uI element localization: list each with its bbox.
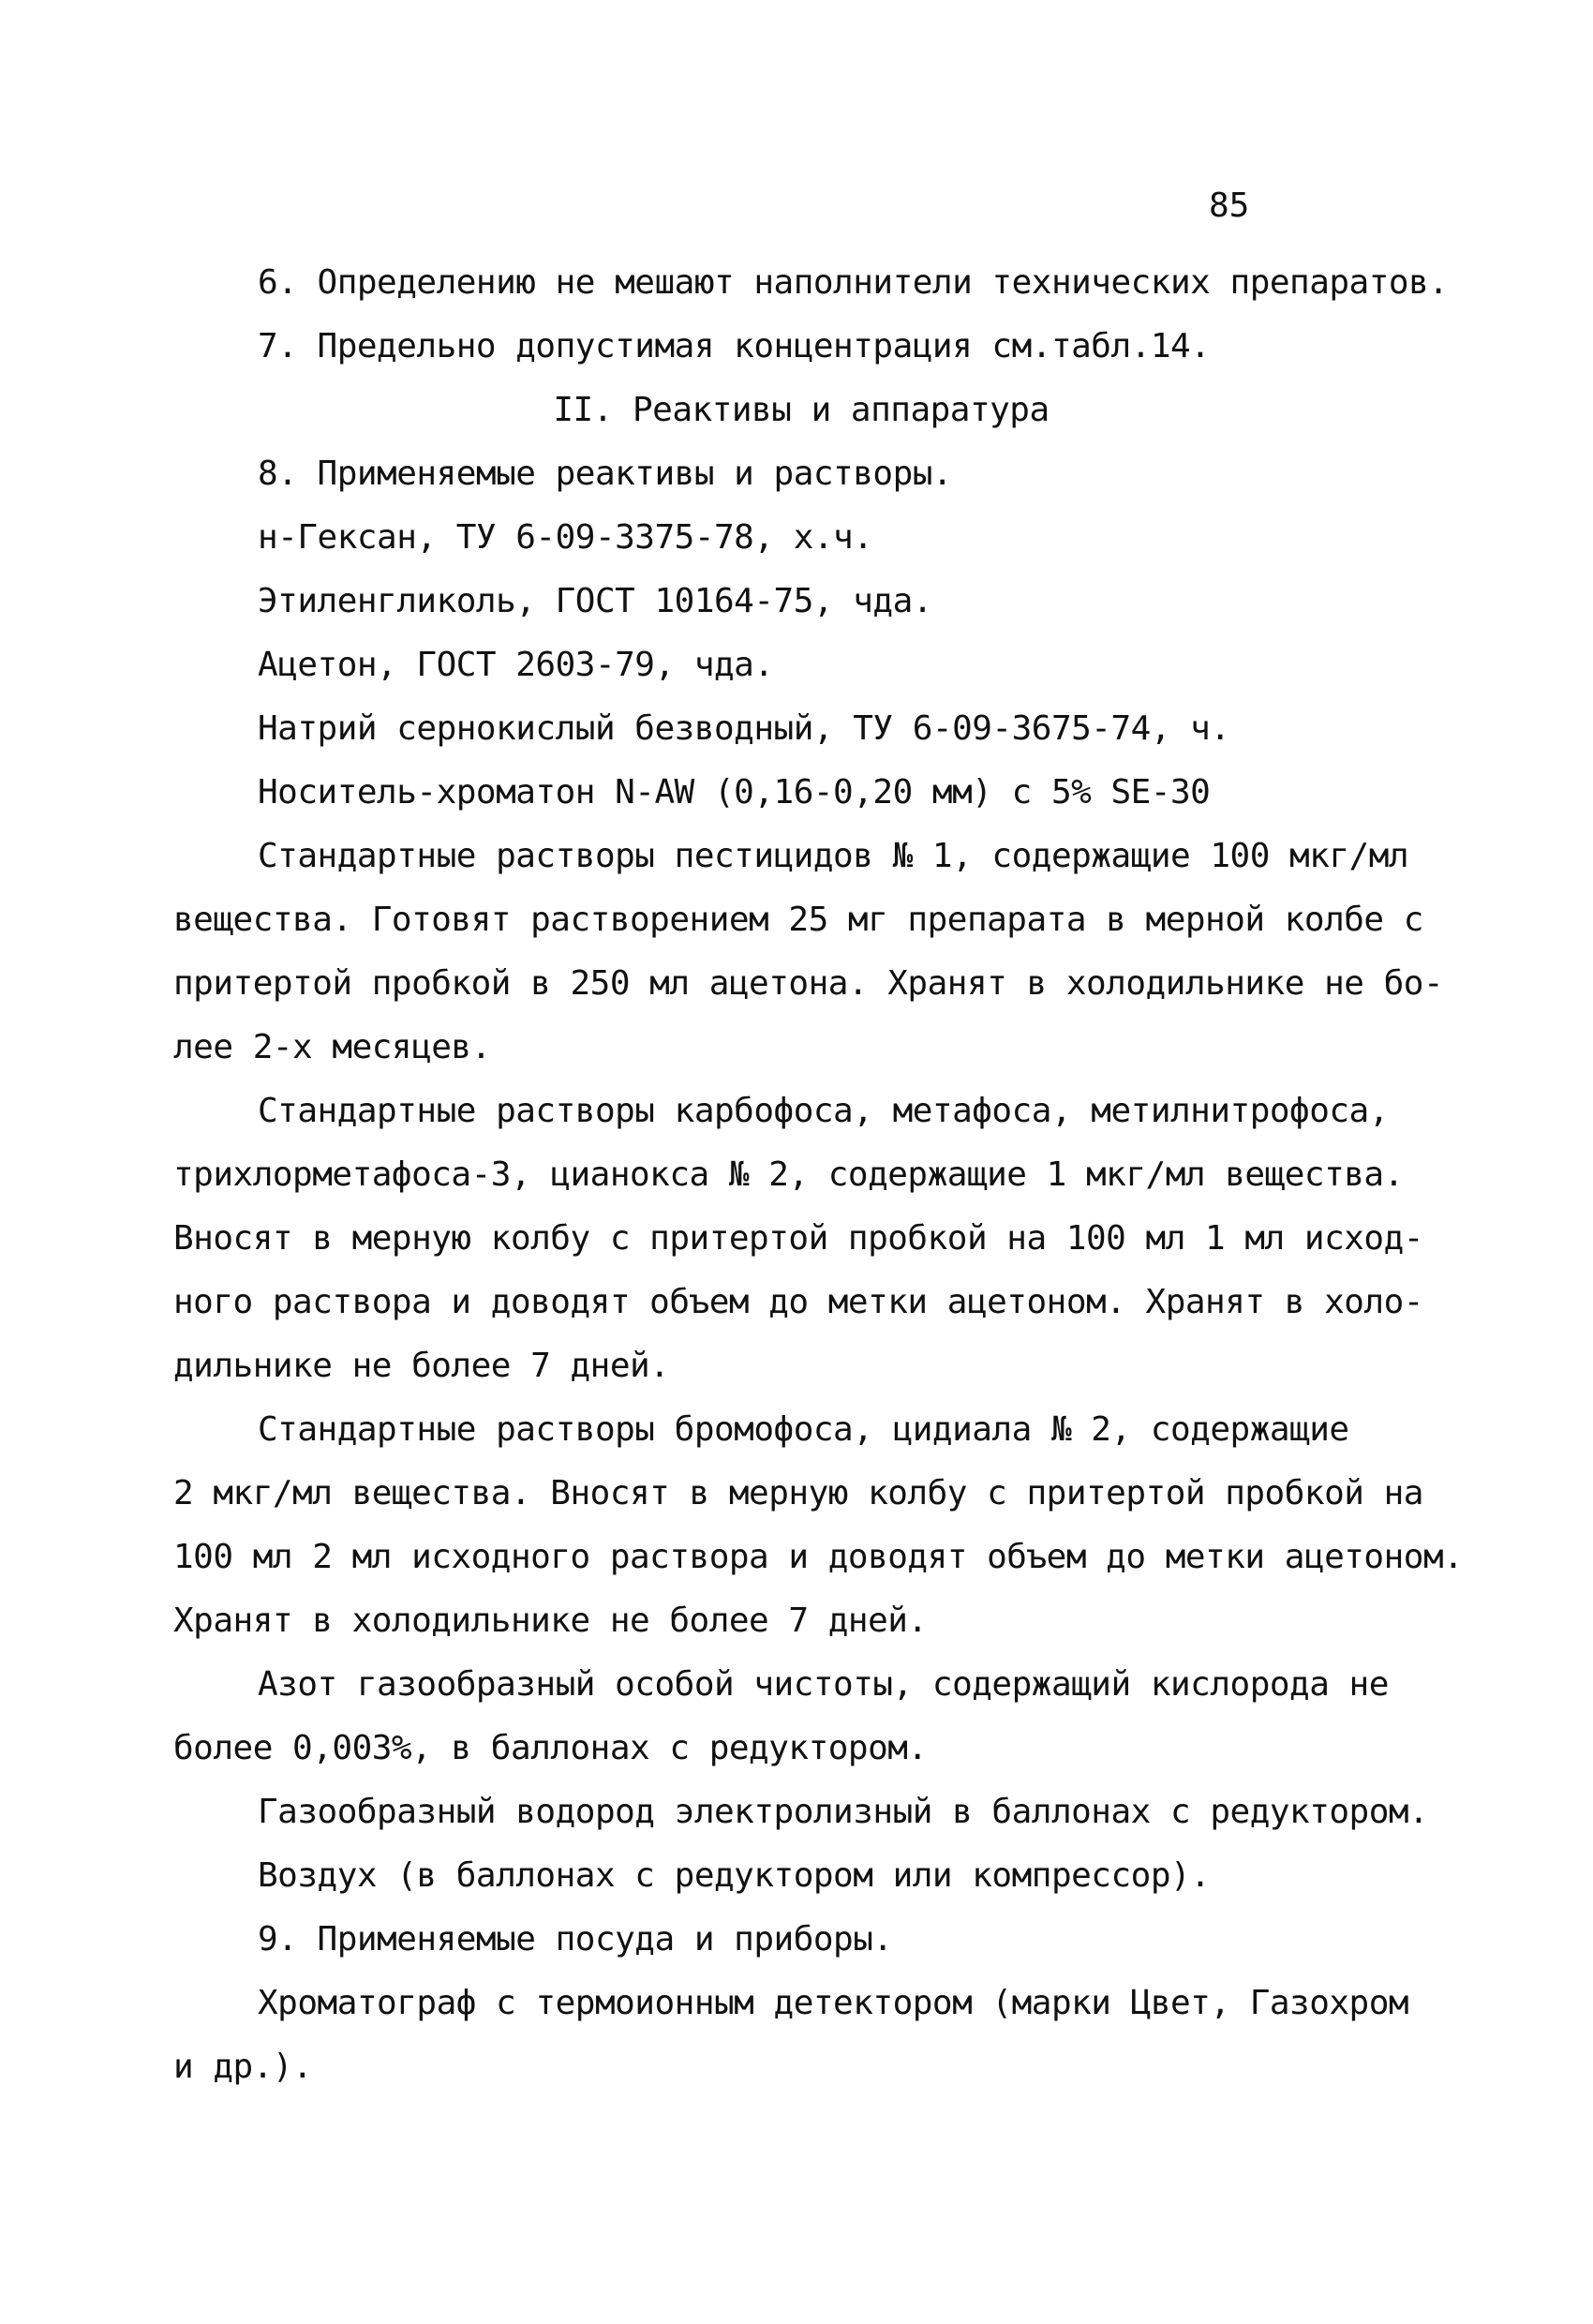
paragraph-line: лее 2-х месяцев. <box>173 1028 491 1066</box>
paragraph-line: Стандартные растворы бромофоса, цидиала № 2, содержащие <box>258 1410 1349 1449</box>
paragraph-line: Газообразный водород электролизный в баллонах с редуктором. <box>258 1793 1429 1831</box>
paragraph-line: 9. Применяемые посуда и приборы. <box>258 1920 893 1959</box>
paragraph-line: дильнике не более 7 дней. <box>173 1347 670 1385</box>
paragraph-line: ного раствора и доводят объем до метки ацетоном. Хранят в холо- <box>173 1283 1423 1321</box>
paragraph-line: Азот газообразный особой чистоты, содержащий кислорода не <box>258 1665 1389 1704</box>
paragraph-line: более 0,003%, в баллонах с редуктором. <box>173 1729 928 1767</box>
reagent-line: Этиленгликоль, ГОСТ 10164-75, чда. <box>258 582 932 620</box>
paragraph-line: 2 мкг/мл вещества. Вносят в мерную колбу с притертой пробкой на <box>173 1474 1423 1512</box>
paragraph-line: 7. Предельно допустимая концентрация см.табл.14. <box>258 327 1211 365</box>
paragraph-line: Хранят в холодильнике не более 7 дней. <box>173 1601 928 1640</box>
paragraph-line: 6. Определению не мешают наполнители технических препаратов. <box>258 263 1449 302</box>
paragraph-line: и др.). <box>173 2048 313 2086</box>
paragraph-line: 8. Применяемые реактивы и растворы. <box>258 454 953 493</box>
reagent-line: Ацетон, ГОСТ 2603-79, чда. <box>258 646 774 684</box>
reagent-line: Носитель-хроматон N-AW (0,16-0,20 мм) с 5% SE-30 <box>258 773 1211 812</box>
paragraph-line: вещества. Готовят растворением 25 мг препарата в мерной колбе с <box>173 901 1423 939</box>
paragraph-line: Воздух (в баллонах с редуктором или компрессор). <box>258 1856 1211 1895</box>
reagent-line: н-Гексан, ТУ 6-09-3375-78, х.ч. <box>258 518 873 557</box>
reagent-line: Натрий сернокислый безводный, ТУ 6-09-3675-74, ч. <box>258 709 1230 748</box>
document-body <box>173 251 1464 2099</box>
paragraph-line: трихлорметафоса-3, цианокса № 2, содержащие 1 мкг/мл вещества. <box>173 1155 1404 1194</box>
paragraph-line: Вносят в мерную колбу с притертой пробкой на 100 мл 1 мл исход- <box>173 1219 1423 1258</box>
paragraph-line: притертой пробкой в 250 мл ацетона. Хранят в холодильнике не бо- <box>173 964 1444 1003</box>
paragraph-line: Хроматограф с термоионным детектором (марки Цвет, Газохром <box>258 1984 1409 2022</box>
page-number: 85 <box>1209 186 1250 225</box>
section-heading: II. Реактивы и аппаратура <box>553 391 1050 429</box>
paragraph-line: 100 мл 2 мл исходного раствора и доводят объем до метки ацетоном. <box>173 1538 1464 1576</box>
paragraph-line: Стандартные растворы пестицидов № 1, содержащие 100 мкг/мл <box>258 837 1409 875</box>
paragraph-line: Стандартные растворы карбофоса, метафоса, метилнитрофоса, <box>258 1092 1389 1130</box>
